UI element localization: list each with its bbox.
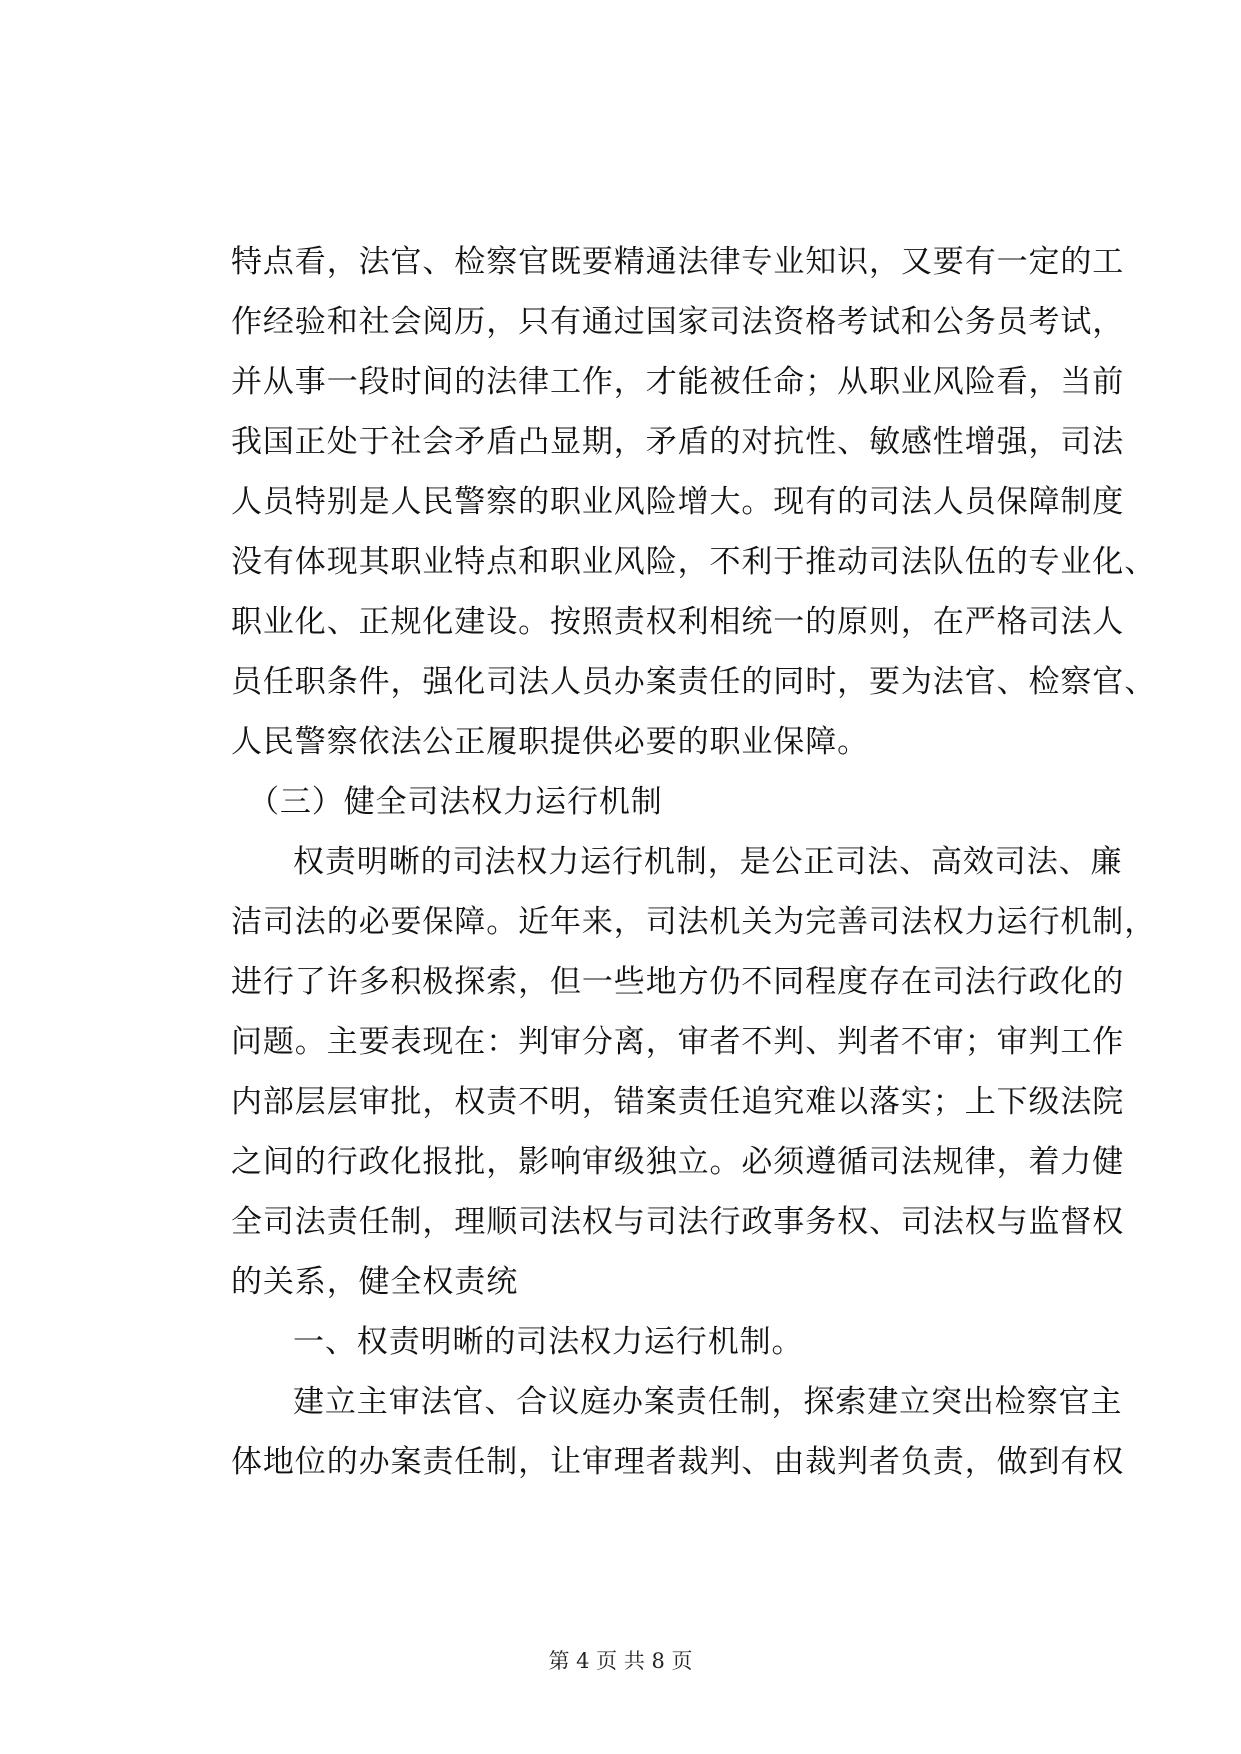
page-footer: 第 4 页 共 8 页 [548,1649,693,1673]
text-line: 特点看，法官、检察官既要精通法律专业知识，又要有一定的工 [231,244,1125,280]
text-line: 之间的行政化报批，影响审级独立。必须遵循司法规律，着力健 [231,1144,1125,1180]
text-line: 体地位的办案责任制，让审理者裁判、由裁判者负责，做到有权 [231,1444,1125,1480]
text-line: 人员特别是人民警察的职业风险增大。现有的司法人员保障制度 [231,484,1125,520]
text-line: 并从事一段时间的法律工作，才能被任命；从职业风险看，当前 [231,364,1125,400]
text-line: 内部层层审批，权责不明，错案责任追究难以落实；上下级法院 [231,1084,1125,1120]
subheading-line: 一、权责明晰的司法权力运行机制。 [293,1324,804,1360]
text-line: 员任职条件，强化司法人员办案责任的同时，要为法官、检察官、 [231,664,1157,700]
text-line: 职业化、正规化建设。按照责权利相统一的原则，在严格司法人 [231,604,1125,640]
text-line: 的关系，健全权责统 [231,1264,519,1300]
text-line: 建立主审法官、合议庭办案责任制，探索建立突出检察官主 [293,1384,1123,1420]
text-line: 问题。主要表现在：判审分离，审者不判、判者不审；审判工作 [231,1024,1125,1060]
text-line: 人民警察依法公正履职提供必要的职业保障。 [231,724,869,760]
text-line: 全司法责任制，理顺司法权与司法行政事务权、司法权与监督权 [231,1204,1125,1240]
text-line: 进行了许多积极探索，但一些地方仍不同程度存在司法行政化的 [231,964,1125,1000]
text-line: 我国正处于社会矛盾凸显期，矛盾的对抗性、敏感性增强，司法 [231,424,1125,460]
text-line: 作经验和社会阅历，只有通过国家司法资格考试和公务员考试， [231,304,1125,340]
section-heading: （三）健全司法权力运行机制 [248,784,663,820]
text-line: 洁司法的必要保障。近年来，司法机关为完善司法权力运行机制， [231,904,1157,940]
text-line: 没有体现其职业特点和职业风险，不利于推动司法队伍的专业化、 [231,544,1157,580]
text-line: 权责明晰的司法权力运行机制，是公正司法、高效司法、廉 [293,844,1123,880]
